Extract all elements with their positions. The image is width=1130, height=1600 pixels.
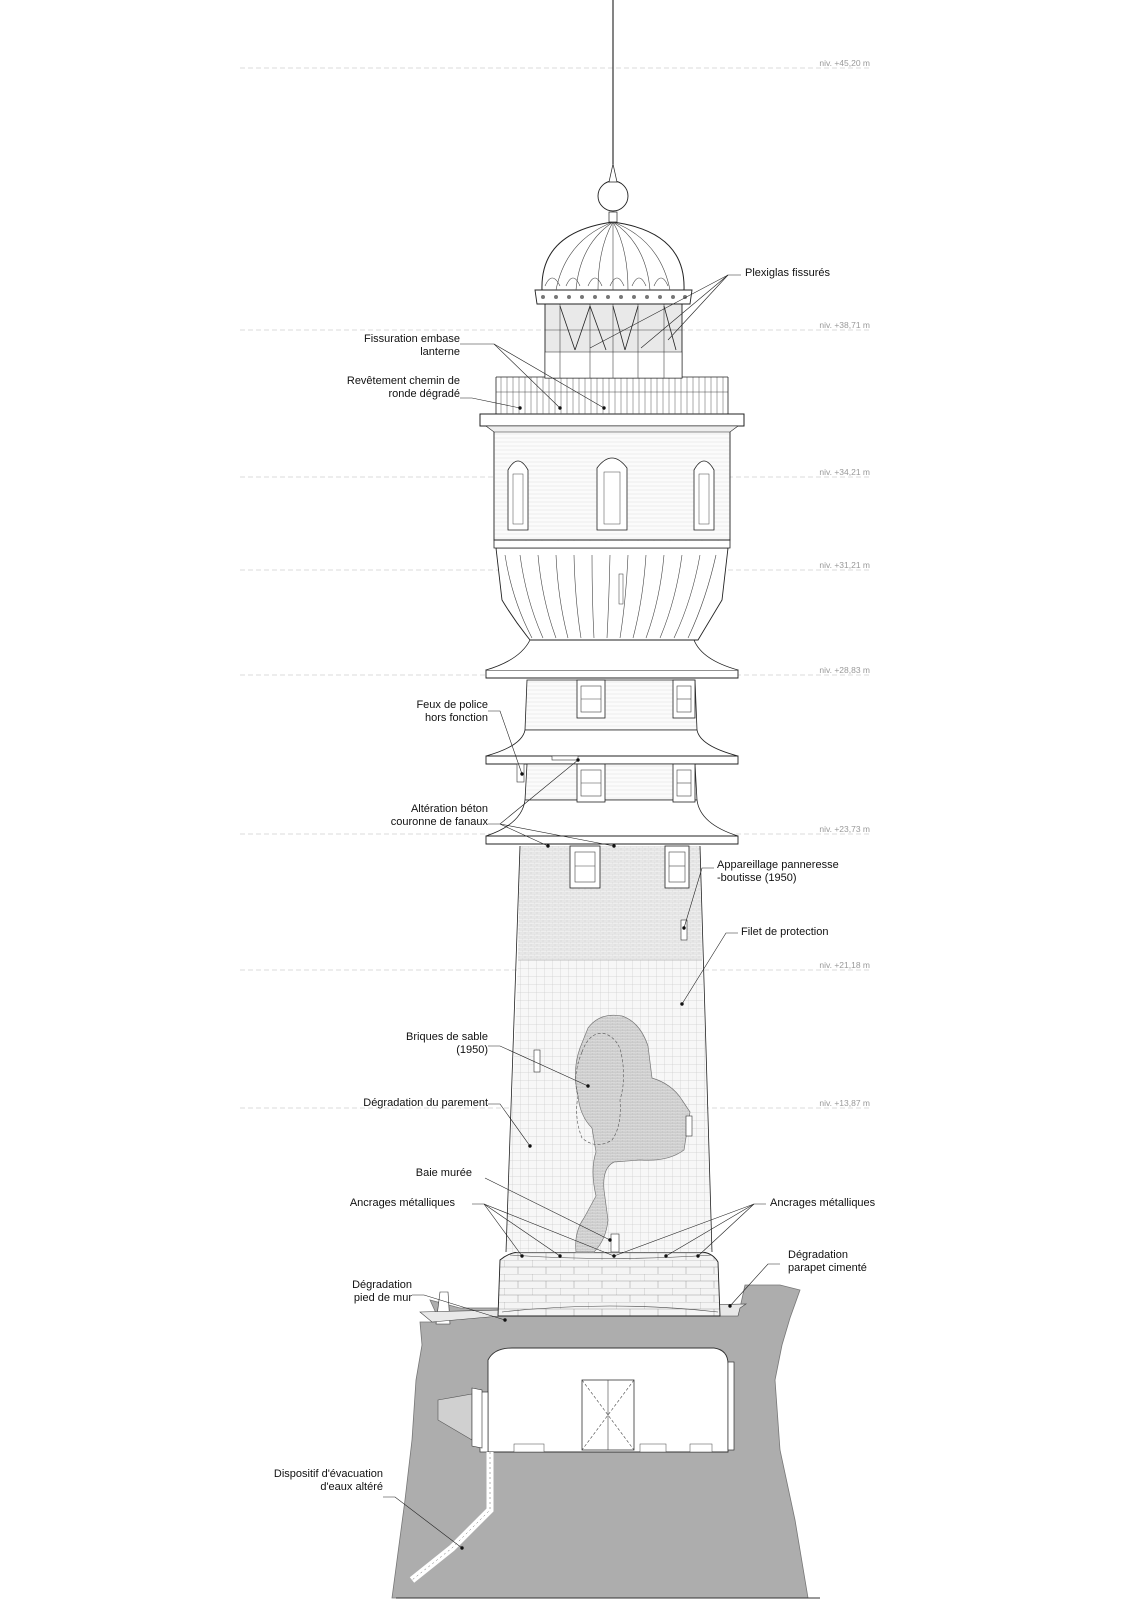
- level-label: niv. +31,21 m: [819, 560, 870, 570]
- label-appareillage-line2: -boutisse (1950): [717, 872, 797, 884]
- label-pied-line1: Dégradation: [352, 1279, 412, 1291]
- label-degradation-parement: Dégradation du parement: [363, 1097, 488, 1109]
- label-filet: Filet de protection: [741, 926, 829, 938]
- label-parapet-line1: Dégradation: [788, 1249, 848, 1261]
- level-marker: [240, 58, 870, 68]
- arched-window: [694, 461, 714, 530]
- fanaux-section: [486, 640, 738, 844]
- level-label: niv. +34,21 m: [819, 467, 870, 477]
- shaft-window: [665, 846, 689, 888]
- level-label: niv. +23,73 m: [819, 824, 870, 834]
- walled-bay: [611, 1234, 619, 1252]
- label-fissuration-line1: Fissuration embase: [364, 333, 460, 345]
- label-revetement-line1: Revêtement chemin de: [346, 375, 460, 387]
- arched-window: [597, 458, 627, 530]
- label-baie: Baie murée: [415, 1167, 472, 1179]
- rock-base: [392, 1285, 820, 1598]
- label-revetement-line2: ronde dégradé: [388, 388, 460, 400]
- label-alteration-line1: Altération béton: [410, 803, 488, 815]
- gallery: [480, 377, 744, 432]
- label-briques-line2: (1950): [456, 1044, 488, 1056]
- fanal-window: [673, 764, 695, 802]
- label-evacuation-line1: Dispositif d'évacuation: [273, 1468, 383, 1480]
- gallery-railing: [496, 377, 728, 414]
- label-alteration-line2: couronne de fanaux: [390, 816, 488, 828]
- label-ancrages-left: Ancrages métalliques: [349, 1197, 455, 1209]
- level-label: niv. +45,20 m: [819, 58, 870, 68]
- tower-shaft: [506, 846, 712, 1252]
- police-light: [552, 756, 578, 760]
- label-plexiglas: Plexiglas fissurés: [745, 267, 830, 279]
- level-label: niv. +21,18 m: [819, 960, 870, 970]
- label-parapet-line2: parapet cimenté: [788, 1262, 867, 1274]
- lantern: [535, 0, 692, 378]
- fanal-window: [577, 680, 605, 718]
- label-evacuation-line2: d'eaux altéré: [320, 1481, 383, 1493]
- level-label: niv. +38,71 m: [819, 320, 870, 330]
- label-pied-line2: pied de mur: [353, 1292, 412, 1304]
- label-briques-line1: Briques de sable: [406, 1031, 488, 1043]
- label-feux-line1: Feux de police: [416, 699, 488, 711]
- fanal-window: [673, 680, 695, 718]
- shaft-window: [570, 846, 600, 888]
- arched-window: [508, 461, 528, 530]
- level-label: niv. +28,83 m: [819, 665, 870, 675]
- net-fixing: [681, 920, 687, 940]
- watch-room: [494, 428, 730, 640]
- label-appareillage-line1: Appareillage panneresse: [717, 859, 839, 871]
- label-ancrages-right: Ancrages métalliques: [770, 1197, 876, 1209]
- tower-plinth: [420, 1252, 746, 1322]
- label-feux-line2: hors fonction: [425, 712, 488, 724]
- fanal-window: [577, 764, 605, 802]
- label-fissuration-line2: lanterne: [420, 346, 460, 358]
- level-label: niv. +13,87 m: [819, 1098, 870, 1108]
- finial-ball: [598, 181, 628, 211]
